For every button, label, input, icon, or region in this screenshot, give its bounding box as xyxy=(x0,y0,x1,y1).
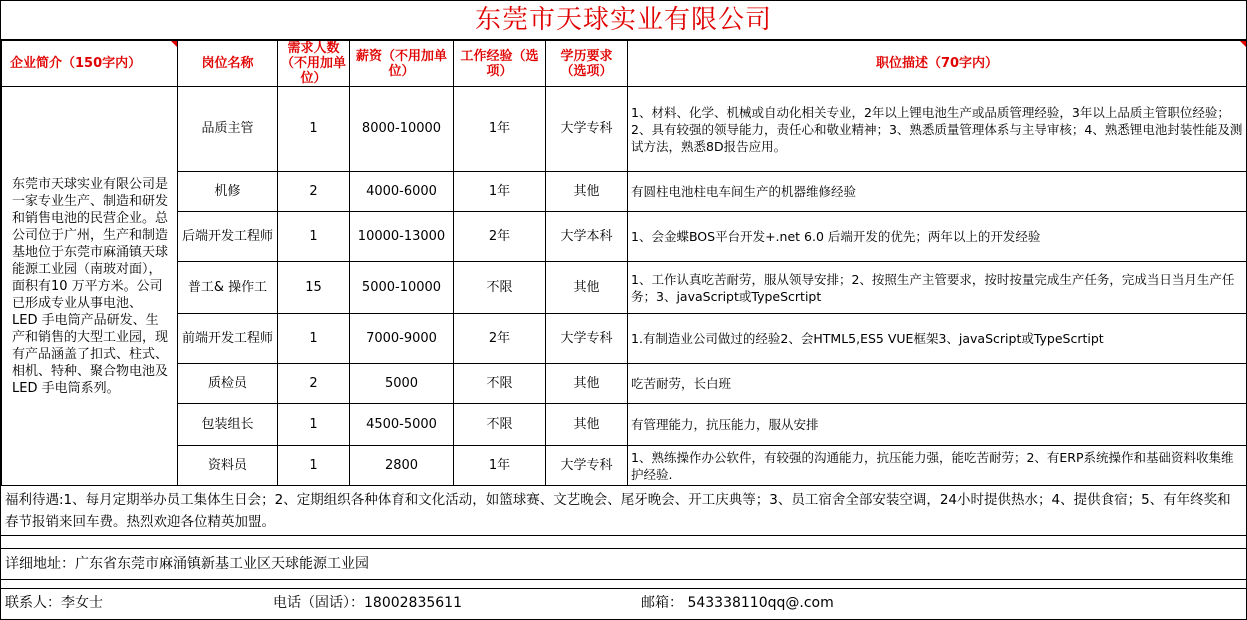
job-description: 1、会金蝶BOS平台开发+.net 6.0 后端开发的优先；两年以上的开发经验 xyxy=(628,212,1247,262)
job-description: 吃苦耐劳，长白班 xyxy=(628,364,1247,404)
job-experience: 1年 xyxy=(454,446,546,486)
contact-person: 联系人：李女士 xyxy=(5,595,103,611)
header-salary: 薪资（不用加单位） xyxy=(350,41,454,87)
job-salary: 4500-5000 xyxy=(350,404,454,446)
job-experience: 不限 xyxy=(454,364,546,404)
job-salary: 10000-13000 xyxy=(350,212,454,262)
jobs-table xyxy=(1,40,1247,486)
table-row xyxy=(2,212,1247,262)
job-salary: 5000 xyxy=(350,364,454,404)
job-description: 有圆柱电池柱电车间生产的机器维修经验 xyxy=(628,172,1247,212)
table-row xyxy=(2,172,1247,212)
job-description: 1、熟练操作办公软件，有较强的沟通能力，抗压能力强，能吃苦耐劳；2、有ERP系统操作和基础资料收集维护经验. xyxy=(628,446,1247,486)
job-experience: 1年 xyxy=(454,172,546,212)
job-count: 15 xyxy=(278,262,350,314)
job-count: 1 xyxy=(278,314,350,364)
job-salary: 8000-10000 xyxy=(350,87,454,172)
job-education: 大学本科 xyxy=(546,212,628,262)
job-count: 1 xyxy=(278,446,350,486)
job-education: 大学专科 xyxy=(546,314,628,364)
job-experience: 2年 xyxy=(454,314,546,364)
job-salary: 5000-10000 xyxy=(350,262,454,314)
job-education: 其他 xyxy=(546,172,628,212)
job-count: 1 xyxy=(278,404,350,446)
job-count: 2 xyxy=(278,172,350,212)
header-experience: 工作经验（选项） xyxy=(454,41,546,87)
job-count: 1 xyxy=(278,212,350,262)
job-count: 2 xyxy=(278,364,350,404)
spacer-row xyxy=(1,536,1246,549)
job-position: 包装组长 xyxy=(178,404,278,446)
job-position: 资料员 xyxy=(178,446,278,486)
job-description: 1、工作认真吃苦耐劳，服从领导安排；2、按照生产主管要求，按时按量完成生产任务，完成当日当月生产任务；3、javaScript或TypeScrtipt xyxy=(628,262,1247,314)
job-experience: 1年 xyxy=(454,87,546,172)
contact-row xyxy=(1,589,1246,617)
job-count: 1 xyxy=(278,87,350,172)
job-experience: 不限 xyxy=(454,262,546,314)
job-education: 其他 xyxy=(546,262,628,314)
job-salary: 4000-6000 xyxy=(350,172,454,212)
job-experience: 2年 xyxy=(454,212,546,262)
table-row xyxy=(2,87,1247,172)
header-count: 需求人数（不用加单位） xyxy=(278,41,350,87)
spacer-row xyxy=(1,580,1246,589)
table-row xyxy=(2,314,1247,364)
contact-email: 邮箱： 543338110qq@.com xyxy=(641,595,834,611)
job-experience: 不限 xyxy=(454,404,546,446)
contact-phone: 电话（固话）：18002835611 xyxy=(273,595,462,611)
header-education: 学历要求（选项） xyxy=(546,41,628,87)
header-position: 岗位名称 xyxy=(178,41,278,87)
job-position: 前端开发工程师 xyxy=(178,314,278,364)
header-intro: 企业简介（150字内） xyxy=(2,41,178,87)
table-row xyxy=(2,446,1247,486)
company-title: 东莞市天球实业有限公司 xyxy=(1,1,1246,40)
job-description: 1、材料、化学、机械或自动化相关专业，2年以上锂电池生产或品质管理经验，3年以上品质主管职位经验；2、具有较强的领导能力，责任心和敬业精神；3、熟悉质量管理体系与主导审核；4、熟悉锂电池封装性能及测试方法，熟悉8D报告应用。 xyxy=(628,87,1247,172)
job-description: 有管理能力，抗压能力，服从安排 xyxy=(628,404,1247,446)
job-salary: 7000-9000 xyxy=(350,314,454,364)
job-education: 其他 xyxy=(546,364,628,404)
address-text: 详细地址：广东省东莞市麻涌镇新基工业区天球能源工业园 xyxy=(1,549,1246,580)
job-description: 1.有制造业公司做过的经验2、会HTML5,ES5 VUE框架3、javaScript或TypeScrtipt xyxy=(628,314,1247,364)
job-position: 品质主管 xyxy=(178,87,278,172)
welfare-text: 福利待遇:1、每月定期举办员工集体生日会；2、定期组织各种体育和文化活动，如篮球赛、文艺晚会、尾牙晚会、开工庆典等；3、员工宿舍全部安装空调，24小时提供热水；4、提供食宿；5、有年终奖和春节报销来回车费。热烈欢迎各位精英加盟。 xyxy=(1,486,1246,536)
table-row xyxy=(2,262,1247,314)
header-description: 职位描述（70字内） xyxy=(628,41,1247,87)
job-salary: 2800 xyxy=(350,446,454,486)
job-position: 普工& 操作工 xyxy=(178,262,278,314)
job-position: 质检员 xyxy=(178,364,278,404)
job-position: 后端开发工程师 xyxy=(178,212,278,262)
header-row xyxy=(2,41,1247,87)
company-intro: 东莞市天球实业有限公司是一家专业生产、制造和研发和销售电池的民营企业。总公司位于广州，生产和制造基地位于东莞市麻涌镇天球能源工业园（南玻对面），面积有10 万平方米。公司已形成专业从事电池、 LED 手电筒产品研发、生产和销售的大型工业园，现有产品涵盖了扣式、柱式、相机、特种、聚合物电池及 LED 手电筒系列。 xyxy=(2,87,178,486)
job-education: 大学专科 xyxy=(546,87,628,172)
job-education: 其他 xyxy=(546,404,628,446)
job-position: 机修 xyxy=(178,172,278,212)
table-row xyxy=(2,404,1247,446)
table-row xyxy=(2,364,1247,404)
job-education: 大学专科 xyxy=(546,446,628,486)
